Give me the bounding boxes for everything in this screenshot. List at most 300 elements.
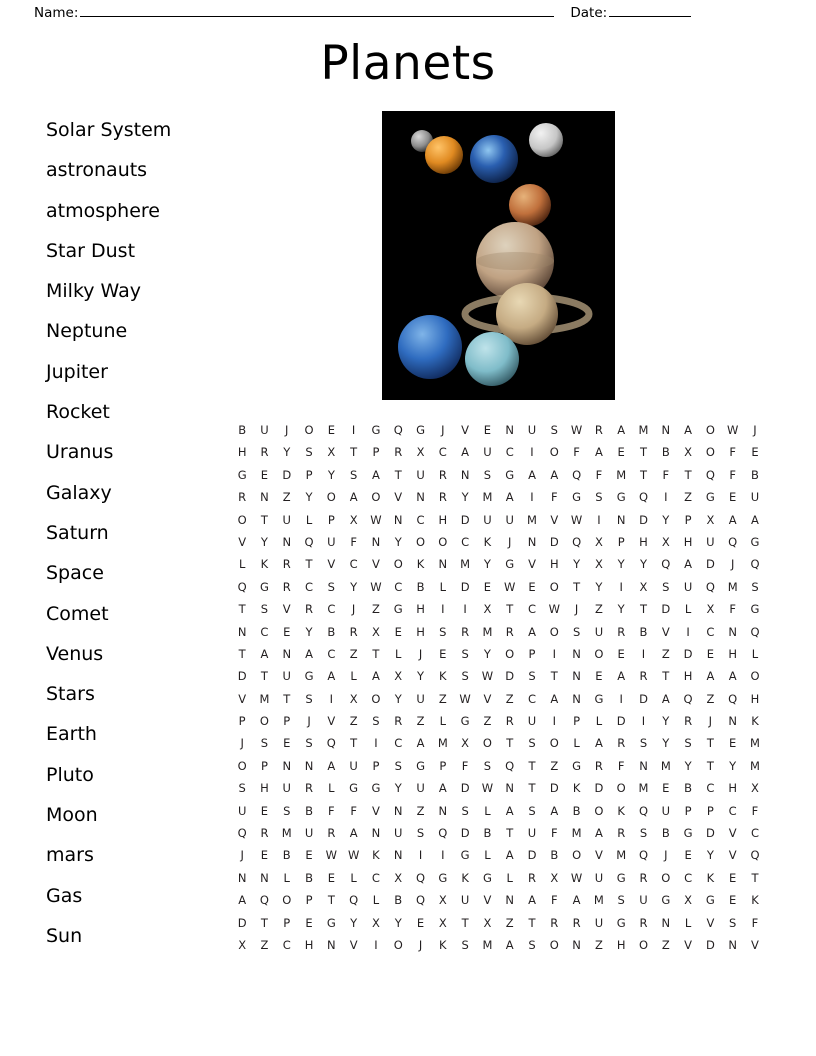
grid-cell[interactable]: L	[484, 803, 491, 818]
grid-cell[interactable]: V	[371, 803, 380, 818]
grid-cell[interactable]: Y	[617, 602, 625, 617]
grid-cell[interactable]: B	[282, 848, 291, 863]
grid-cell[interactable]: T	[305, 557, 313, 572]
grid-cell[interactable]: Q	[728, 691, 738, 706]
grid-cell[interactable]: O	[549, 445, 559, 460]
grid-cell[interactable]: U	[483, 445, 492, 460]
grid-cell[interactable]: D	[237, 669, 247, 684]
grid-cell[interactable]: E	[439, 646, 447, 661]
grid-cell[interactable]: M	[460, 557, 471, 572]
grid-cell[interactable]: P	[372, 758, 380, 773]
grid-cell[interactable]: Q	[415, 870, 426, 885]
grid-cell[interactable]: R	[260, 445, 269, 460]
grid-cell[interactable]: T	[706, 758, 714, 773]
grid-cell[interactable]: B	[483, 826, 492, 841]
grid-cell[interactable]: C	[706, 781, 715, 796]
grid-cell[interactable]: V	[728, 826, 737, 841]
grid-cell[interactable]: E	[684, 848, 692, 863]
grid-cell[interactable]: X	[639, 579, 648, 594]
grid-cell[interactable]: J	[441, 423, 445, 437]
grid-cell[interactable]: A	[416, 736, 425, 751]
grid-cell[interactable]: R	[617, 624, 626, 639]
grid-cell[interactable]: Z	[282, 490, 291, 505]
grid-cell[interactable]: O	[237, 512, 247, 527]
grid-cell[interactable]: Q	[638, 490, 649, 505]
grid-cell[interactable]: S	[483, 467, 492, 482]
grid-cell[interactable]: V	[238, 691, 247, 706]
grid-cell[interactable]: T	[528, 915, 536, 930]
grid-cell[interactable]: N	[661, 423, 671, 437]
grid-cell[interactable]: P	[305, 893, 313, 908]
grid-cell[interactable]: N	[505, 893, 515, 908]
grid-cell[interactable]: F	[461, 758, 469, 773]
grid-cell[interactable]: B	[327, 624, 336, 639]
grid-cell[interactable]: A	[528, 624, 536, 639]
grid-cell[interactable]: J	[574, 602, 579, 617]
grid-cell[interactable]: B	[305, 870, 313, 885]
grid-cell[interactable]: H	[728, 781, 737, 796]
grid-cell[interactable]: G	[460, 714, 470, 729]
grid-cell[interactable]: N	[728, 624, 737, 639]
grid-cell[interactable]: C	[684, 870, 693, 885]
grid-cell[interactable]: E	[595, 669, 603, 684]
grid-cell[interactable]: C	[505, 445, 514, 460]
grid-cell[interactable]: P	[617, 534, 625, 549]
grid-cell[interactable]: I	[418, 848, 423, 863]
grid-cell[interactable]: D	[705, 937, 715, 952]
grid-cell[interactable]: L	[350, 669, 357, 684]
grid-cell[interactable]: R	[639, 669, 648, 684]
grid-cell[interactable]: X	[594, 557, 603, 572]
grid-cell[interactable]: K	[416, 557, 425, 572]
grid-cell[interactable]: X	[751, 781, 759, 796]
grid-cell[interactable]: U	[416, 781, 425, 796]
grid-cell[interactable]: S	[617, 893, 625, 908]
grid-cell[interactable]: G	[416, 758, 425, 773]
grid-cell[interactable]: O	[438, 534, 448, 549]
grid-cell[interactable]: F	[751, 915, 759, 930]
grid-cell[interactable]: M	[727, 579, 738, 594]
grid-cell[interactable]: C	[527, 691, 537, 706]
grid-cell[interactable]: J	[730, 557, 735, 572]
grid-cell[interactable]: R	[594, 423, 603, 437]
grid-cell[interactable]: A	[505, 848, 514, 863]
grid-cell[interactable]: Y	[595, 579, 603, 594]
grid-cell[interactable]: E	[260, 467, 269, 482]
grid-cell[interactable]: U	[394, 826, 403, 841]
grid-cell[interactable]: A	[684, 557, 693, 572]
grid-cell[interactable]: R	[282, 557, 291, 572]
grid-cell[interactable]: Q	[638, 848, 649, 863]
grid-cell[interactable]: V	[706, 915, 715, 930]
grid-cell[interactable]: O	[594, 803, 604, 818]
grid-cell[interactable]: Y	[662, 512, 670, 527]
grid-cell[interactable]: K	[751, 893, 759, 908]
grid-cell[interactable]: T	[528, 781, 536, 796]
grid-cell[interactable]: Y	[394, 691, 402, 706]
grid-cell[interactable]: U	[594, 870, 604, 885]
grid-cell[interactable]: I	[441, 602, 445, 617]
grid-cell[interactable]: O	[326, 490, 336, 505]
grid-cell[interactable]: W	[726, 423, 739, 437]
grid-cell[interactable]: L	[283, 870, 290, 885]
grid-cell[interactable]: I	[552, 714, 556, 729]
grid-cell[interactable]: S	[662, 579, 670, 594]
grid-cell[interactable]: M	[482, 624, 493, 639]
grid-cell[interactable]: F	[550, 826, 558, 841]
grid-cell[interactable]: V	[483, 691, 492, 706]
grid-cell[interactable]: Y	[283, 445, 291, 460]
grid-cell[interactable]: V	[550, 512, 559, 527]
grid-cell[interactable]: B	[305, 803, 313, 818]
grid-cell[interactable]: L	[595, 714, 603, 729]
grid-cell[interactable]: Y	[327, 467, 335, 482]
grid-cell[interactable]: T	[350, 445, 358, 460]
grid-cell[interactable]: H	[549, 557, 559, 572]
grid-cell[interactable]: Q	[393, 423, 403, 437]
grid-cell[interactable]: G	[326, 915, 336, 930]
grid-cell[interactable]: W	[548, 602, 560, 617]
grid-cell[interactable]: E	[394, 624, 402, 639]
grid-cell[interactable]: H	[438, 512, 448, 527]
grid-cell[interactable]: E	[617, 646, 625, 661]
grid-cell[interactable]: G	[349, 781, 359, 796]
grid-cell[interactable]: M	[638, 423, 649, 437]
grid-cell[interactable]: E	[305, 848, 313, 863]
grid-cell[interactable]: Q	[572, 534, 582, 549]
grid-cell[interactable]: Z	[438, 691, 447, 706]
grid-cell[interactable]: I	[530, 490, 534, 505]
grid-cell[interactable]: E	[706, 646, 715, 661]
grid-cell[interactable]: L	[439, 579, 447, 594]
grid-cell[interactable]: G	[705, 490, 715, 505]
grid-cell[interactable]: O	[594, 646, 604, 661]
grid-cell[interactable]: U	[706, 534, 715, 549]
grid-cell[interactable]: T	[506, 826, 514, 841]
grid-cell[interactable]: P	[283, 714, 291, 729]
grid-cell[interactable]: G	[616, 870, 626, 885]
grid-cell[interactable]: E	[416, 915, 425, 930]
grid-cell[interactable]: O	[572, 848, 582, 863]
grid-cell[interactable]: Z	[260, 937, 269, 952]
grid-cell[interactable]: V	[394, 490, 403, 505]
grid-cell[interactable]: Z	[505, 691, 514, 706]
grid-cell[interactable]: J	[307, 714, 311, 729]
grid-cell[interactable]: M	[571, 826, 582, 841]
grid-cell[interactable]: I	[641, 714, 646, 729]
grid-cell[interactable]: N	[416, 490, 425, 505]
grid-cell[interactable]: H	[416, 624, 425, 639]
grid-cell[interactable]: F	[350, 803, 357, 818]
grid-cell[interactable]: T	[639, 467, 647, 482]
grid-cell[interactable]: J	[351, 602, 356, 617]
grid-cell[interactable]: B	[661, 445, 670, 460]
grid-cell[interactable]: L	[684, 602, 692, 617]
grid-cell[interactable]: H	[416, 602, 425, 617]
grid-cell[interactable]: O	[705, 445, 715, 460]
grid-cell[interactable]: T	[260, 915, 268, 930]
name-input-line[interactable]	[80, 4, 554, 17]
grid-cell[interactable]: Q	[750, 624, 760, 639]
grid-cell[interactable]: F	[328, 803, 335, 818]
grid-cell[interactable]: A	[349, 826, 358, 841]
grid-cell[interactable]: T	[283, 691, 291, 706]
grid-cell[interactable]: P	[573, 714, 581, 729]
grid-cell[interactable]: D	[639, 512, 648, 527]
grid-cell[interactable]: K	[483, 534, 492, 549]
grid-cell[interactable]: X	[438, 915, 447, 930]
grid-cell[interactable]: L	[751, 646, 759, 661]
grid-cell[interactable]: P	[684, 512, 692, 527]
grid-cell[interactable]: D	[549, 781, 559, 796]
grid-cell[interactable]: N	[393, 512, 403, 527]
grid-cell[interactable]: W	[325, 848, 338, 863]
grid-cell[interactable]: H	[683, 534, 693, 549]
grid-cell[interactable]: Z	[349, 714, 358, 729]
grid-cell[interactable]: G	[594, 691, 604, 706]
grid-cell[interactable]: D	[683, 646, 693, 661]
grid-cell[interactable]: J	[664, 848, 668, 863]
grid-cell[interactable]: Q	[438, 826, 448, 841]
grid-cell[interactable]: S	[528, 803, 536, 818]
grid-cell[interactable]: Q	[638, 803, 649, 818]
grid-cell[interactable]: O	[505, 646, 515, 661]
grid-cell[interactable]: M	[638, 781, 649, 796]
grid-cell[interactable]: X	[371, 915, 380, 930]
grid-cell[interactable]: E	[327, 423, 335, 437]
grid-cell[interactable]: P	[439, 758, 447, 773]
grid-cell[interactable]: J	[508, 534, 512, 549]
grid-cell[interactable]: R	[349, 624, 358, 639]
grid-cell[interactable]: Q	[728, 534, 738, 549]
grid-cell[interactable]: X	[684, 893, 693, 908]
grid-cell[interactable]: D	[705, 557, 715, 572]
grid-cell[interactable]: M	[527, 512, 537, 527]
grid-cell[interactable]: N	[728, 714, 737, 729]
grid-cell[interactable]: O	[393, 937, 403, 952]
grid-cell[interactable]: Y	[394, 534, 402, 549]
grid-cell[interactable]: E	[260, 803, 269, 818]
grid-cell[interactable]: C	[327, 602, 336, 617]
grid-cell[interactable]: H	[304, 937, 314, 952]
grid-cell[interactable]: O	[259, 714, 269, 729]
grid-cell[interactable]: N	[237, 624, 247, 639]
grid-cell[interactable]: L	[395, 646, 402, 661]
grid-cell[interactable]: T	[684, 467, 692, 482]
grid-cell[interactable]: U	[237, 803, 247, 818]
grid-cell[interactable]: C	[394, 579, 403, 594]
grid-cell[interactable]: O	[415, 534, 426, 549]
grid-cell[interactable]: A	[349, 490, 358, 505]
grid-cell[interactable]: M	[660, 758, 671, 773]
grid-cell[interactable]: T	[394, 467, 402, 482]
grid-cell[interactable]: A	[728, 512, 737, 527]
grid-cell[interactable]: G	[304, 669, 314, 684]
grid-cell[interactable]: F	[729, 467, 736, 482]
grid-cell[interactable]: I	[463, 602, 467, 617]
grid-cell[interactable]: H	[237, 445, 247, 460]
grid-cell[interactable]: T	[639, 445, 647, 460]
grid-cell[interactable]: X	[684, 445, 693, 460]
grid-cell[interactable]: A	[238, 893, 247, 908]
grid-cell[interactable]: B	[661, 826, 670, 841]
grid-cell[interactable]: Q	[705, 467, 715, 482]
grid-cell[interactable]: A	[751, 512, 759, 527]
grid-cell[interactable]: U	[416, 467, 425, 482]
grid-cell[interactable]: S	[305, 691, 313, 706]
grid-cell[interactable]: K	[751, 714, 759, 729]
grid-cell[interactable]: S	[305, 736, 313, 751]
grid-cell[interactable]: M	[616, 467, 627, 482]
grid-cell[interactable]: S	[372, 714, 380, 729]
grid-cell[interactable]: Z	[416, 803, 425, 818]
grid-cell[interactable]: A	[260, 646, 269, 661]
grid-cell[interactable]: T	[238, 646, 246, 661]
grid-cell[interactable]: G	[416, 423, 425, 437]
grid-cell[interactable]: E	[617, 445, 625, 460]
grid-cell[interactable]: X	[550, 870, 559, 885]
grid-cell[interactable]: Z	[505, 915, 514, 930]
grid-cell[interactable]: Y	[639, 557, 647, 572]
grid-cell[interactable]: A	[327, 758, 336, 773]
grid-cell[interactable]: G	[750, 602, 760, 617]
grid-cell[interactable]: Y	[483, 646, 491, 661]
grid-cell[interactable]: I	[641, 646, 646, 661]
grid-cell[interactable]: O	[282, 893, 292, 908]
grid-cell[interactable]: X	[238, 937, 247, 952]
grid-cell[interactable]: J	[240, 848, 244, 863]
grid-cell[interactable]: R	[438, 490, 447, 505]
grid-cell[interactable]: A	[706, 669, 715, 684]
grid-cell[interactable]: I	[619, 691, 623, 706]
grid-cell[interactable]: F	[662, 467, 670, 482]
grid-cell[interactable]: E	[751, 445, 759, 460]
grid-cell[interactable]: C	[260, 624, 269, 639]
grid-cell[interactable]: Q	[750, 557, 760, 572]
grid-cell[interactable]: A	[550, 467, 559, 482]
grid-cell[interactable]: Y	[305, 624, 313, 639]
grid-cell[interactable]: V	[751, 937, 759, 952]
grid-cell[interactable]: F	[617, 758, 625, 773]
grid-cell[interactable]: C	[728, 803, 737, 818]
grid-cell[interactable]: S	[327, 579, 335, 594]
grid-cell[interactable]: H	[750, 691, 760, 706]
grid-cell[interactable]: N	[282, 646, 292, 661]
grid-cell[interactable]: Y	[684, 758, 692, 773]
grid-cell[interactable]: C	[371, 870, 380, 885]
grid-cell[interactable]: X	[349, 691, 358, 706]
grid-cell[interactable]: K	[706, 870, 715, 885]
grid-cell[interactable]: S	[751, 579, 759, 594]
grid-cell[interactable]: X	[371, 624, 380, 639]
grid-cell[interactable]: O	[638, 937, 649, 952]
grid-cell[interactable]: N	[572, 691, 581, 706]
grid-cell[interactable]: N	[438, 803, 448, 818]
grid-cell[interactable]: I	[686, 624, 690, 639]
grid-cell[interactable]: A	[617, 423, 626, 437]
grid-cell[interactable]: V	[594, 848, 603, 863]
grid-cell[interactable]: Z	[483, 714, 492, 729]
grid-cell[interactable]: Y	[617, 557, 625, 572]
grid-cell[interactable]: S	[260, 602, 269, 617]
grid-cell[interactable]: A	[617, 669, 626, 684]
grid-cell[interactable]: S	[416, 826, 425, 841]
grid-cell[interactable]: I	[530, 445, 534, 460]
grid-cell[interactable]: B	[684, 781, 693, 796]
grid-cell[interactable]: Z	[594, 602, 603, 617]
grid-cell[interactable]: T	[260, 512, 268, 527]
grid-cell[interactable]: P	[283, 915, 291, 930]
grid-cell[interactable]: S	[684, 736, 692, 751]
grid-cell[interactable]: L	[372, 893, 380, 908]
grid-cell[interactable]: E	[729, 870, 737, 885]
grid-cell[interactable]: S	[528, 937, 536, 952]
grid-cell[interactable]: E	[528, 579, 536, 594]
grid-cell[interactable]: L	[305, 512, 313, 527]
grid-cell[interactable]: D	[661, 602, 671, 617]
grid-cell[interactable]: B	[751, 467, 759, 482]
grid-cell[interactable]: M	[437, 736, 448, 751]
grid-cell[interactable]: M	[482, 937, 493, 952]
grid-cell[interactable]: N	[505, 781, 515, 796]
grid-cell[interactable]: L	[328, 781, 335, 796]
grid-cell[interactable]: E	[729, 736, 737, 751]
grid-cell[interactable]: U	[661, 803, 670, 818]
grid-cell[interactable]: T	[506, 736, 514, 751]
grid-cell[interactable]: U	[527, 423, 537, 437]
grid-cell[interactable]: E	[662, 781, 670, 796]
grid-cell[interactable]: S	[349, 467, 358, 482]
grid-cell[interactable]: L	[350, 870, 357, 885]
grid-cell[interactable]: V	[661, 624, 670, 639]
grid-cell[interactable]: O	[549, 624, 559, 639]
grid-cell[interactable]: O	[393, 557, 403, 572]
grid-cell[interactable]: L	[684, 915, 692, 930]
grid-cell[interactable]: K	[572, 781, 581, 796]
grid-cell[interactable]: U	[639, 893, 648, 908]
grid-cell[interactable]: U	[282, 512, 291, 527]
grid-cell[interactable]: X	[483, 602, 492, 617]
grid-cell[interactable]: G	[661, 893, 671, 908]
grid-cell[interactable]: L	[573, 736, 580, 751]
grid-cell[interactable]: M	[281, 826, 292, 841]
grid-cell[interactable]: O	[750, 669, 760, 684]
grid-cell[interactable]: Z	[661, 646, 670, 661]
grid-cell[interactable]: J	[418, 646, 423, 661]
grid-cell[interactable]: M	[593, 893, 604, 908]
grid-cell[interactable]: T	[706, 736, 714, 751]
grid-cell[interactable]: I	[329, 691, 334, 706]
grid-cell[interactable]: X	[416, 445, 425, 460]
grid-cell[interactable]: Y	[260, 534, 268, 549]
grid-cell[interactable]: E	[305, 915, 313, 930]
grid-cell[interactable]: S	[260, 736, 269, 751]
grid-cell[interactable]: I	[441, 848, 445, 863]
grid-cell[interactable]: D	[594, 781, 604, 796]
grid-cell[interactable]: Y	[305, 490, 313, 505]
grid-cell[interactable]: S	[595, 490, 603, 505]
grid-cell[interactable]: Y	[662, 714, 670, 729]
grid-cell[interactable]: R	[394, 714, 403, 729]
grid-cell[interactable]: S	[394, 758, 402, 773]
grid-cell[interactable]: D	[705, 826, 715, 841]
grid-cell[interactable]: B	[416, 579, 425, 594]
grid-cell[interactable]: Z	[550, 758, 559, 773]
grid-cell[interactable]: G	[505, 467, 515, 482]
grid-cell[interactable]: S	[283, 803, 291, 818]
grid-cell[interactable]: C	[438, 445, 447, 460]
grid-cell[interactable]: A	[305, 646, 313, 661]
